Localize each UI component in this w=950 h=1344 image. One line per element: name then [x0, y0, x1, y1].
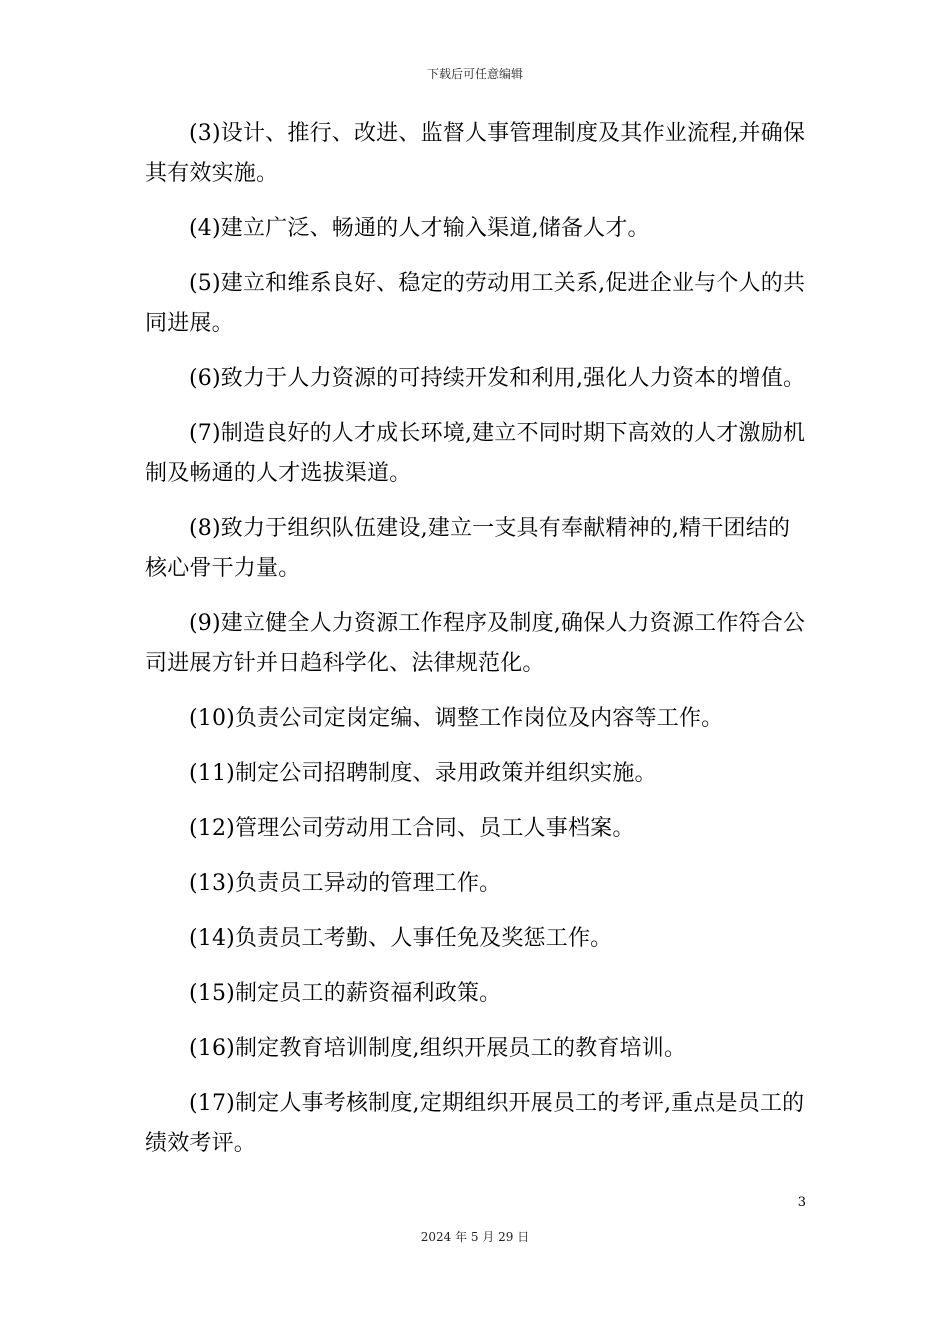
document-body	[145, 114, 809, 1179]
paragraph-item-4: (4)建立广泛、畅通的人才输入渠道,储备人才。	[189, 216, 650, 241]
paragraph-item-17: (17)制定人事考核制度,定期组织开展员工的考评,重点是员工的绩效考评。	[145, 1091, 805, 1156]
paragraph-item-9: (9)建立健全人力资源工作程序及制度,确保人力资源工作符合公司进展方针并日趋科学化、法律规范化。	[145, 611, 806, 676]
paragraph-item-14: (14)负责员工考勤、人事任免及奖惩工作。	[189, 926, 613, 951]
paragraph-item-13: (13)负责员工异动的管理工作。	[189, 871, 502, 896]
paragraph-item-6: (6)致力于人力资源的可持续开发和利用,强化人力资本的增值。	[189, 366, 806, 391]
page-header: 下载后可任意编辑	[426, 67, 523, 81]
footer-date: 2024 年 5 月 29 日	[420, 1230, 530, 1244]
paragraph-item-11: (11)制定公司招聘制度、录用政策并组织实施。	[189, 761, 657, 786]
paragraph-item-12: (12)管理公司劳动用工合同、员工人事档案。	[189, 816, 635, 841]
page-number: 3	[797, 1195, 806, 1210]
paragraph-item-15: (15)制定员工的薪资福利政策。	[189, 981, 502, 1006]
paragraph-item-7: (7)制造良好的人才成长环境,建立不同时期下高效的人才激励机制及畅通的人才选拔渠道。	[145, 421, 806, 486]
paragraph-item-16: (16)制定教育培训制度,组织开展员工的教育培训。	[189, 1036, 687, 1061]
paragraph-item-5: (5)建立和维系良好、稳定的劳动用工关系,促进企业与个人的共同进展。	[145, 271, 806, 336]
paragraph-item-8: (8)致力于组织队伍建设,建立一支具有奉献精神的,精干团结的核心骨干力量。	[145, 516, 791, 581]
paragraph-item-3: (3)设计、推行、改进、监督人事管理制度及其作业流程,并确保其有效实施。	[145, 121, 806, 186]
paragraph-item-10: (10)负责公司定岗定编、调整工作岗位及内容等工作。	[189, 706, 724, 731]
